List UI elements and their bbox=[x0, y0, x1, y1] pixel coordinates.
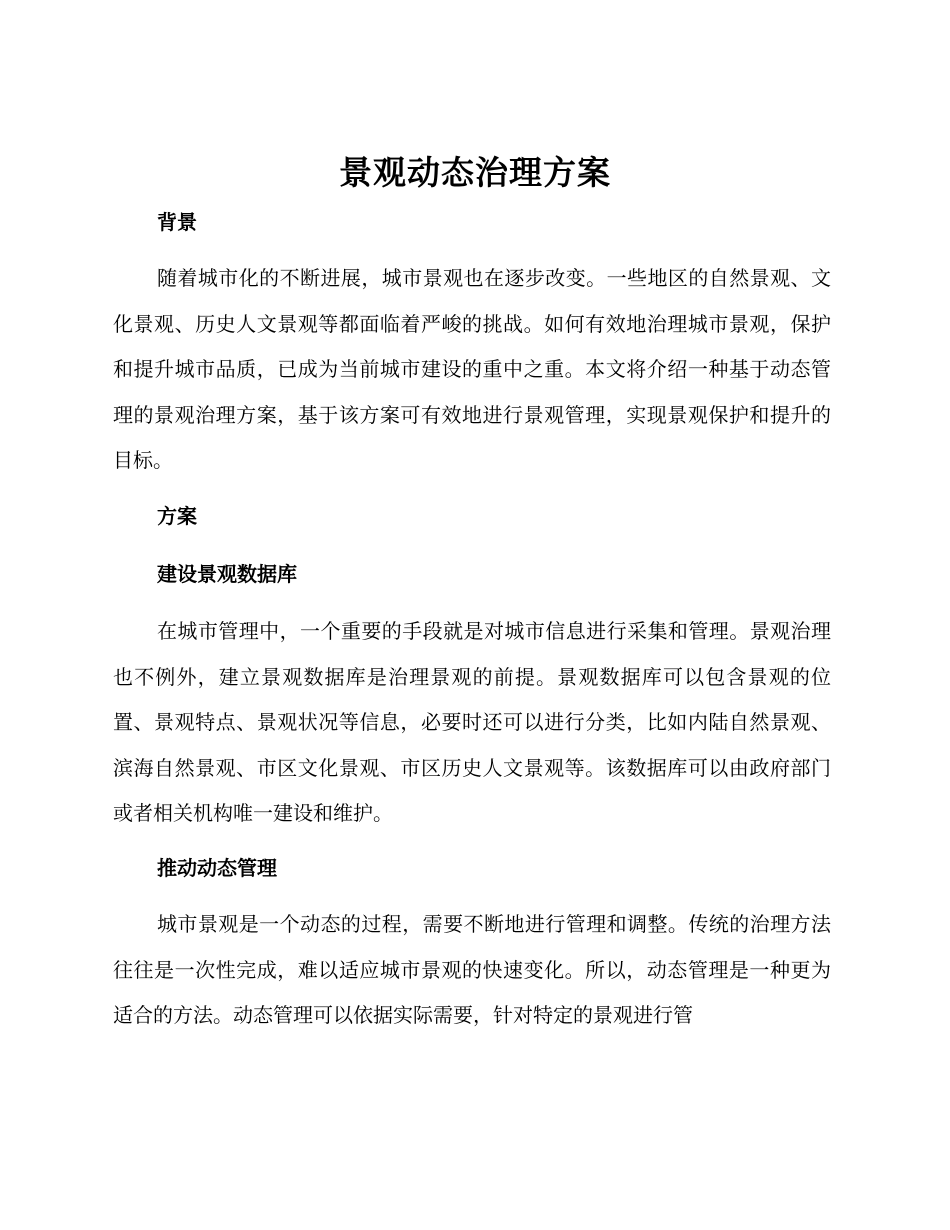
paragraph-background: 随着城市化的不断进展，城市景观也在逐步改变。一些地区的自然景观、文化景观、历史人文景观等都面临着严峻的挑战。如何有效地治理城市景观，保护和提升城市品质，已成为当前城市建设的重中之重。本文将介绍一种基于动态管理的景观治理方案，基于该方案可有效地进行景观管理，实现景观保护和提升的目标。 bbox=[113, 266, 831, 473]
document-title: 景观动态治理方案 bbox=[339, 153, 611, 192]
section-heading-background: 背景 bbox=[157, 210, 197, 234]
section-heading-plan: 方案 bbox=[157, 504, 197, 528]
section-heading-dynamic-management: 推动动态管理 bbox=[157, 856, 277, 880]
section-heading-build-database: 建设景观数据库 bbox=[157, 562, 297, 586]
paragraph-build-database: 在城市管理中，一个重要的手段就是对城市信息进行采集和管理。景观治理也不例外，建立景观数据库是治理景观的前提。景观数据库可以包含景观的位置、景观特点、景观状况等信息，必要时还可以进行分类，比如内陆自然景观、滨海自然景观、市区文化景观、市区历史人文景观等。该数据库可以由政府部门或者相关机构唯一建设和维护。 bbox=[113, 619, 831, 826]
paragraph-dynamic-management: 城市景观是一个动态的过程，需要不断地进行管理和调整。传统的治理方法往往是一次性完成，难以适应城市景观的快速变化。所以，动态管理是一种更为适合的方法。动态管理可以依据实际需要，针对特定的景观进行管 bbox=[113, 912, 831, 1028]
